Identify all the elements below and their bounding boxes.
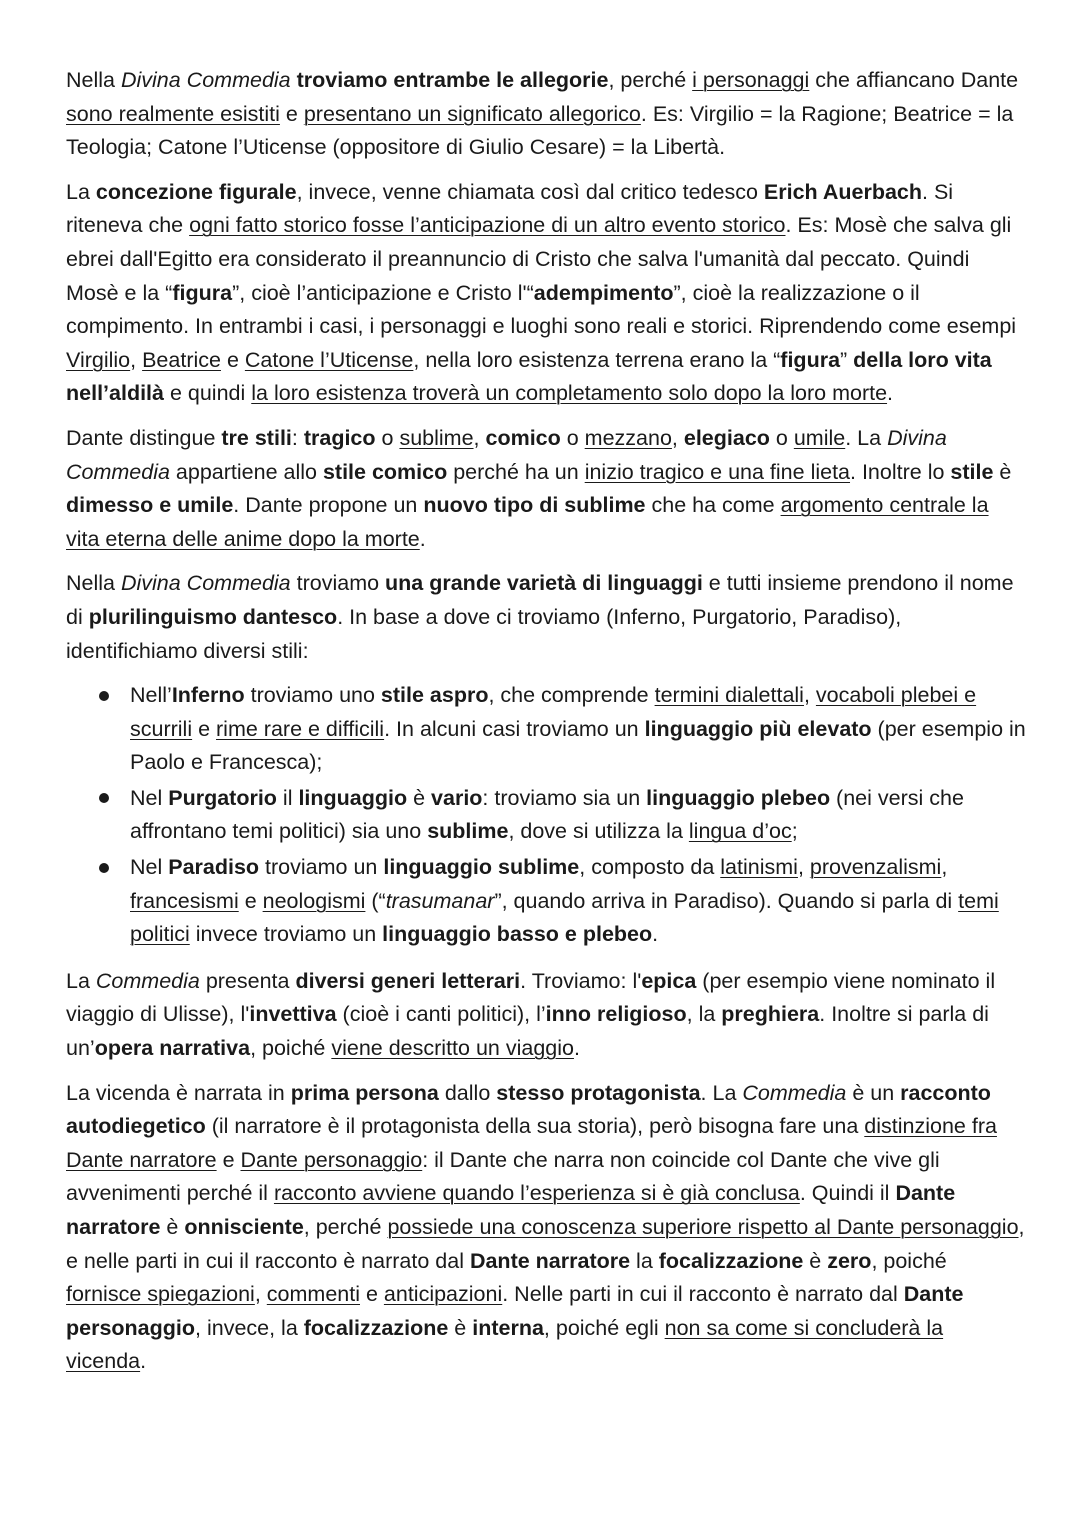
text-run: Nella xyxy=(66,68,121,92)
text-run: , xyxy=(803,683,816,708)
bold-text: linguaggio più elevato xyxy=(644,716,872,741)
bold-text: onnisciente xyxy=(184,1215,304,1239)
paragraph xyxy=(66,422,1026,556)
text-run: (per esempio viene nominato il viaggio di Ulisse), l' xyxy=(66,968,996,1027)
bold-text: della loro vita nell’aldilà xyxy=(66,347,992,406)
underlined-text: argomento centrale la vita eterna delle anime dopo la morte xyxy=(66,493,989,551)
text-run: troviamo xyxy=(290,571,386,596)
document-body xyxy=(66,64,1026,1379)
text-run: ”, cioè la realizzazione o il compimento. In entrambi i casi, i personaggi e luoghi sono reali e storici. Riprendendo come esempi xyxy=(66,280,1017,339)
underlined-text: non sa come si concluderà la vicenda xyxy=(66,1315,944,1374)
text-run: , nella loro esistenza terrena erano la “ xyxy=(413,347,781,372)
text-run: appartiene allo xyxy=(169,459,323,484)
bold-text: vario xyxy=(431,785,483,810)
text-run: Nell’ xyxy=(130,683,172,708)
bold-text: stile xyxy=(950,459,994,484)
text-run: è un xyxy=(846,1080,901,1105)
italic-text: Divina Commedia xyxy=(66,425,947,484)
underlined-text: i personaggi xyxy=(692,68,810,92)
text-run: . In base a dove ci troviamo (Inferno, Purgatorio, Paradiso), identifichiamo diversi stili: xyxy=(66,604,902,663)
text-run: , poiché egli xyxy=(543,1315,665,1340)
text-run: e xyxy=(279,101,304,126)
bold-text: Purgatorio xyxy=(168,785,277,810)
bold-text: focalizzazione xyxy=(303,1315,449,1340)
text-run: (nei versi che affrontano temi politici) sia uno xyxy=(130,785,964,844)
text-run: e xyxy=(238,888,263,913)
text-run: o xyxy=(560,425,585,450)
text-run: . Inoltre lo xyxy=(850,459,951,484)
text-run: (“ xyxy=(365,888,386,913)
bold-text: Inferno xyxy=(171,683,245,708)
text-run: e xyxy=(360,1282,384,1307)
text-run: , xyxy=(130,347,143,372)
text-run: troviamo uno xyxy=(244,683,381,708)
italic-text: Divina Commedia xyxy=(120,571,291,596)
text-run: perché ha un xyxy=(447,459,585,484)
underlined-text: Virgilio xyxy=(66,347,131,372)
text-run: è xyxy=(993,459,1012,484)
bold-text: preghiera xyxy=(721,1002,820,1027)
text-run: Nella xyxy=(66,571,121,596)
text-run: è xyxy=(160,1215,185,1239)
text-run: (per esempio in Paolo e Francesca); xyxy=(130,716,1026,775)
bold-text: Dante personaggio xyxy=(66,1282,964,1340)
underlined-text: provenzalismi xyxy=(809,855,942,880)
text-run: e xyxy=(192,716,217,741)
text-run: presenta xyxy=(199,968,296,993)
text-run: Nel xyxy=(130,785,169,810)
bullet-icon xyxy=(99,793,109,803)
underlined-text: latinismi xyxy=(720,855,798,880)
bold-text: invettiva xyxy=(249,1002,337,1027)
italic-text: Commedia xyxy=(742,1080,847,1105)
text-run: Dante distingue xyxy=(66,425,222,450)
text-run: . xyxy=(887,381,894,406)
text-run: , perché xyxy=(608,68,693,92)
text-run: La xyxy=(66,968,96,993)
text-run: la xyxy=(630,1248,659,1273)
bold-text: opera narrativa xyxy=(94,1036,251,1061)
underlined-text: mezzano xyxy=(584,425,672,450)
text-run: ”, cioè l’anticipazione e Cristo l'“ xyxy=(232,280,534,305)
bold-text: Paradiso xyxy=(168,855,260,880)
underlined-text: rime rare e difficili xyxy=(216,716,385,741)
text-run: . Es: Mosè che salva gli ebrei dall'Egitto era considerato il preannuncio di Cristo che salva l'umanità dal peccato. Quindi Mosè e la “ xyxy=(66,213,1012,305)
text-run: . Nelle parti in cui il racconto è narrato dal xyxy=(502,1282,904,1307)
bold-text: sublime xyxy=(427,819,509,844)
text-run: o xyxy=(375,425,400,450)
underlined-text: Dante personaggio xyxy=(240,1147,423,1172)
bold-text: figura xyxy=(172,280,233,305)
text-run: e tutti insieme prendono il nome di xyxy=(66,571,1014,629)
text-run: , invece, la xyxy=(195,1315,304,1340)
bold-text: comico xyxy=(485,425,561,450)
text-run: ”, quando arriva in Paradiso). Quando si parla di xyxy=(494,888,959,913)
underlined-text: neologismi xyxy=(262,888,366,913)
bold-text: focalizzazione xyxy=(658,1248,804,1273)
bold-text: linguaggio basso e plebeo xyxy=(382,922,653,947)
bold-text: elegiaco xyxy=(683,425,770,450)
list-item xyxy=(66,782,1026,849)
bullet-list xyxy=(66,679,1026,952)
bold-text: stile aspro xyxy=(380,683,489,708)
bold-text: linguaggio xyxy=(298,785,408,810)
paragraph xyxy=(66,176,1026,411)
text-run: ; xyxy=(791,819,798,844)
underlined-text: anticipazioni xyxy=(383,1282,503,1307)
text-run: è xyxy=(407,785,432,810)
bold-text: linguaggio plebeo xyxy=(646,785,831,810)
text-run: . Si riteneva che xyxy=(66,179,954,238)
text-run: , xyxy=(797,855,810,880)
text-run: (il narratore è il protagonista della sua storia), però bisogna fare una xyxy=(205,1114,865,1139)
bold-text: Dante narratore xyxy=(469,1248,631,1273)
bold-text: plurilinguismo dantesco xyxy=(88,604,338,629)
underlined-text: ogni fatto storico fosse l’anticipazione di un altro evento storico xyxy=(189,213,786,238)
text-run: . La xyxy=(700,1080,743,1105)
text-run: La vicenda è narrata in xyxy=(66,1080,291,1105)
text-run: . In alcuni casi troviamo un xyxy=(384,716,645,741)
underlined-text: vocaboli plebei e scurrili xyxy=(130,683,977,741)
text-run: il xyxy=(276,785,299,810)
underlined-text: fornisce spiegazioni xyxy=(66,1282,255,1307)
text-run: , xyxy=(254,1282,267,1307)
underlined-text: inizio tragico e una fine lieta xyxy=(584,459,851,484)
bold-text: concezione figurale xyxy=(95,179,297,204)
text-run: invece troviamo un xyxy=(189,922,383,947)
bullet-icon xyxy=(99,691,109,701)
underlined-text: temi politici xyxy=(130,888,999,947)
text-run: : troviamo sia un xyxy=(482,785,647,810)
bold-text: troviamo entrambe le allegorie xyxy=(296,68,609,92)
text-run: Nel xyxy=(130,855,169,880)
text-run: La xyxy=(66,179,96,204)
text-run: troviamo un xyxy=(259,855,384,880)
bold-text: Erich Auerbach xyxy=(763,179,923,204)
text-run: . xyxy=(140,1349,147,1374)
bold-text: interna xyxy=(472,1315,544,1340)
bold-text: linguaggio sublime xyxy=(383,855,580,880)
bold-text: zero xyxy=(827,1248,872,1273)
underlined-text: presentano un significato allegorico xyxy=(303,101,641,126)
bold-text: adempimento xyxy=(533,280,674,305)
paragraph xyxy=(66,567,1026,668)
bold-text: epica xyxy=(641,968,697,993)
text-run: o xyxy=(769,425,794,450)
text-run: e xyxy=(216,1147,241,1172)
underlined-text: racconto avviene quando l’esperienza si è già conclusa xyxy=(273,1181,800,1206)
text-run: . Es: Virgilio = la Ragione; Beatrice = la Teologia; Catone l’Uticense (oppositore di Giulio Cesare) = la Libertà. xyxy=(66,101,1014,160)
underlined-text: viene descritto un viaggio xyxy=(331,1036,574,1061)
text-run: , poiché xyxy=(871,1248,947,1273)
italic-text: Commedia xyxy=(95,968,200,993)
text-run: , invece, venne chiamata così dal critico tedesco xyxy=(296,179,764,204)
text-run: . Inoltre si parla di un’ xyxy=(66,1002,989,1061)
text-run: e xyxy=(220,347,245,372)
underlined-text: sono realmente esistiti xyxy=(66,101,280,126)
text-run: , dove si utilizza la xyxy=(508,819,689,844)
text-run: , poiché xyxy=(250,1036,332,1061)
bold-text: inno religioso xyxy=(545,1002,687,1027)
text-run: e quindi xyxy=(163,381,252,406)
text-run: . Troviamo: l' xyxy=(520,968,642,993)
text-run: che ha come xyxy=(645,493,781,518)
paragraph xyxy=(66,64,1026,165)
bold-text: figura xyxy=(780,347,841,372)
bold-text: racconto autodiegetico xyxy=(66,1080,991,1139)
bold-text: stile comico xyxy=(322,459,448,484)
text-run: . xyxy=(419,526,426,551)
text-run: . La xyxy=(845,425,888,450)
underlined-text: possiede una conoscenza superiore rispetto al Dante personaggio xyxy=(387,1215,1019,1239)
text-run: , xyxy=(473,425,486,450)
text-run: è xyxy=(448,1315,473,1340)
text-run: ” xyxy=(840,347,854,372)
underlined-text: umile xyxy=(793,425,846,450)
bold-text: tragico xyxy=(303,425,376,450)
paragraph xyxy=(66,965,1026,1066)
bold-text: dimesso e umile xyxy=(66,493,234,518)
text-run: , composto da xyxy=(579,855,721,880)
text-run: che affiancano Dante xyxy=(809,68,1019,92)
text-run: , e nelle parti in cui il racconto è narrato dal xyxy=(66,1215,1025,1273)
list-item xyxy=(66,851,1026,952)
text-run: , perché xyxy=(303,1215,388,1239)
bold-text: prima persona xyxy=(290,1080,439,1105)
underlined-text: la loro esistenza troverà un completamento solo dopo la loro morte xyxy=(251,381,888,406)
bold-text: tre stili xyxy=(221,425,292,450)
underlined-text: sublime xyxy=(399,425,474,450)
text-run: , xyxy=(671,425,684,450)
text-run: . Dante propone un xyxy=(233,493,424,518)
italic-text: trasumanar xyxy=(385,888,495,913)
underlined-text: distinzione fra Dante narratore xyxy=(66,1114,997,1172)
bullet-icon xyxy=(99,863,109,873)
underlined-text: lingua d’oc xyxy=(688,819,792,844)
text-run: . xyxy=(652,922,659,947)
text-run: . xyxy=(573,1036,580,1061)
text-run: : il Dante che narra non coincide col Dante che vive gli avvenimenti perché il xyxy=(66,1147,940,1206)
underlined-text: Catone l’Uticense xyxy=(244,347,414,372)
bold-text: una grande varietà di linguaggi xyxy=(385,571,703,596)
text-run: , che comprende xyxy=(488,683,655,708)
bold-text: nuovo tipo di sublime xyxy=(423,493,646,518)
bold-text: diversi generi letterari xyxy=(295,968,521,993)
underlined-text: commenti xyxy=(266,1282,360,1307)
text-run: : xyxy=(291,425,304,450)
text-run: . Quindi il xyxy=(799,1181,896,1206)
text-run: , la xyxy=(686,1002,722,1027)
underlined-text: termini dialettali xyxy=(654,683,804,708)
bold-text: Dante narratore xyxy=(66,1181,956,1239)
list-item xyxy=(66,679,1026,780)
underlined-text: francesismi xyxy=(130,888,239,913)
text-run: dallo xyxy=(438,1080,497,1105)
text-run: è xyxy=(803,1248,828,1273)
text-run: , xyxy=(941,855,948,880)
bold-text: stesso protagonista xyxy=(496,1080,701,1105)
paragraph xyxy=(66,1077,1026,1379)
text-run: (cioè i canti politici), l’ xyxy=(336,1002,546,1027)
italic-text: Divina Commedia xyxy=(120,68,291,92)
underlined-text: Beatrice xyxy=(142,347,221,372)
